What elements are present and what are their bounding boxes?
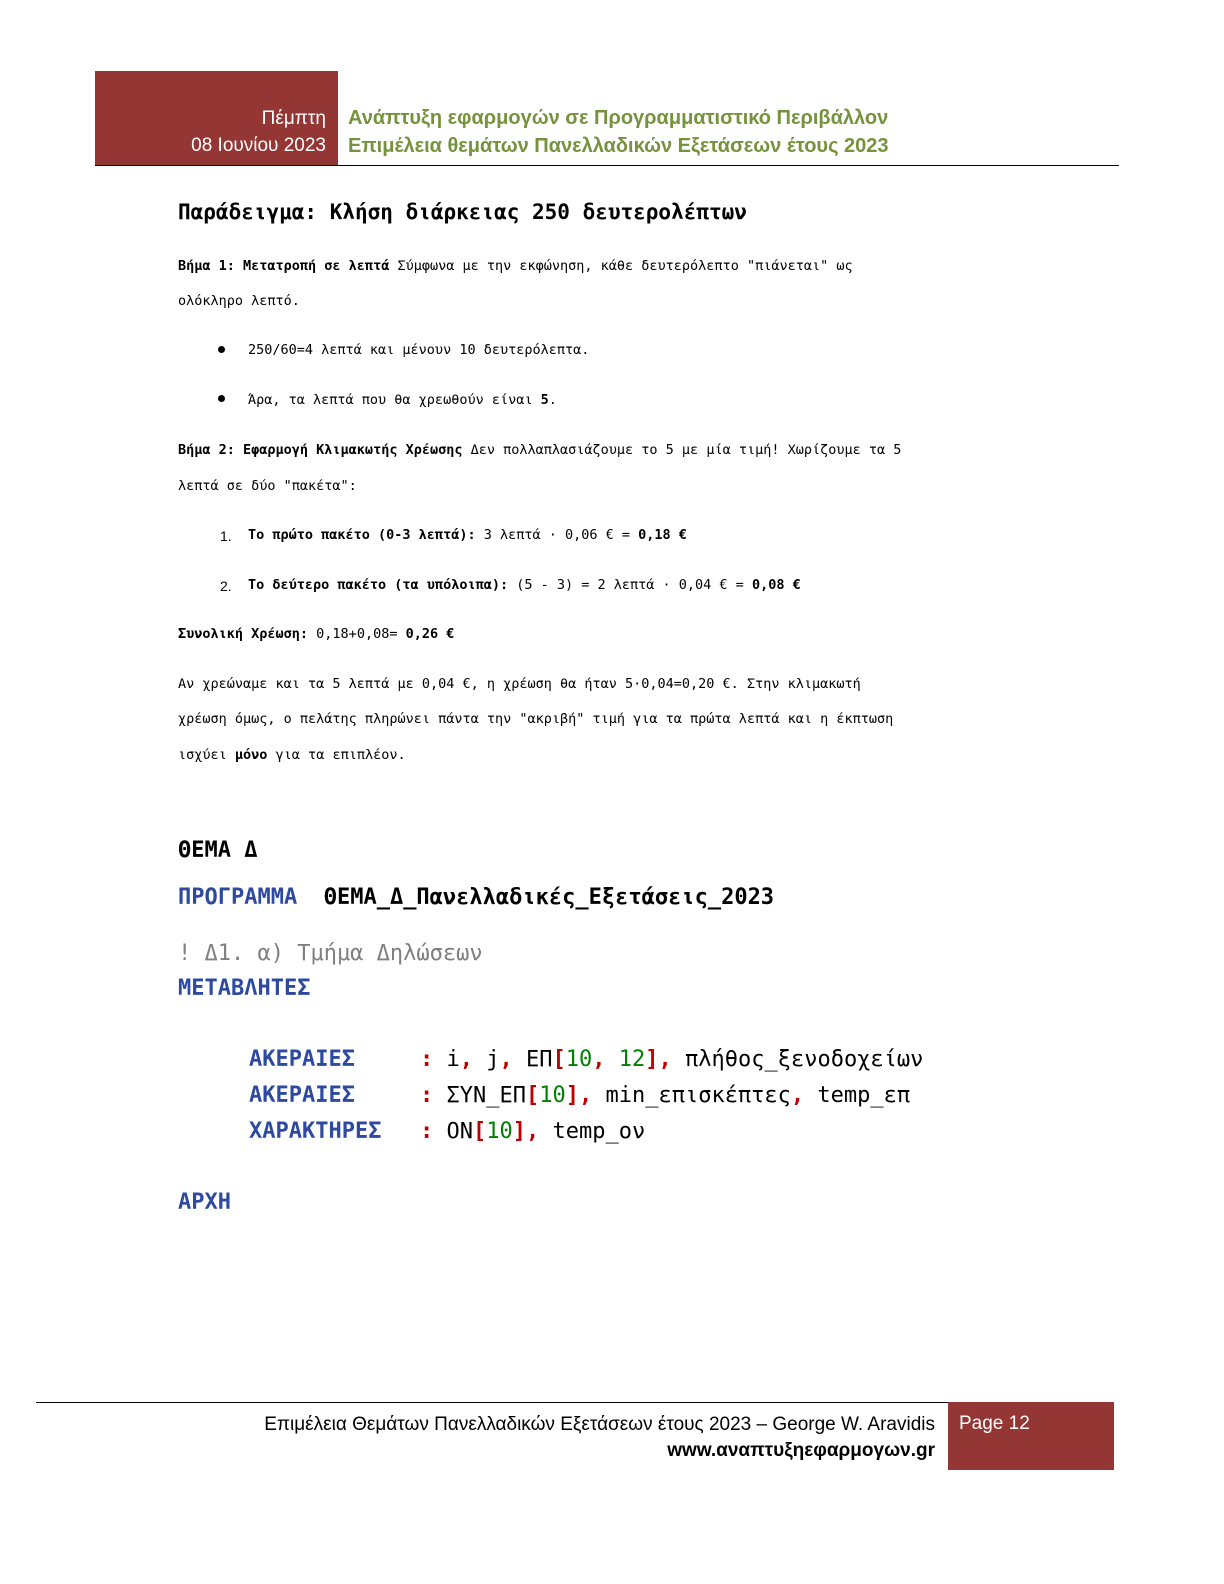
- number: 10: [539, 1083, 566, 1108]
- program-keyword: ΠΡΟΓΡΑΜΜΑ: [178, 885, 298, 910]
- list-number-2: 2.: [220, 578, 232, 594]
- var-name: temp_επ: [817, 1083, 911, 1108]
- header-date-box: [95, 71, 338, 166]
- footer-text: [264, 1412, 935, 1464]
- footer-page-box: [948, 1402, 1114, 1470]
- bullet-icon: [218, 395, 225, 402]
- footer-website: www.αναπτυξηεφαρμογων.gr: [667, 1440, 935, 1461]
- array-name: ΟΝ: [446, 1119, 473, 1144]
- header-title: [348, 104, 889, 160]
- program-line: [178, 885, 774, 910]
- step1-paragraph: [178, 258, 853, 274]
- number: 12: [618, 1047, 646, 1072]
- footer-divider: [36, 1402, 948, 1403]
- decl1-type: ΑΚΕΡΑΙΕΣ: [249, 1047, 355, 1072]
- decl2-type: ΑΚΕΡΑΙΕΣ: [249, 1083, 355, 1108]
- footer-line1: Επιμέλεια Θεμάτων Πανελλαδικών Εξετάσεων έτους 2023 – George W. Aravidis: [264, 1414, 935, 1435]
- total-text: 0,18+0,08=: [308, 626, 406, 642]
- comma: ,: [459, 1047, 473, 1072]
- note3-a: ισχύει: [178, 747, 235, 763]
- bracket: ]: [645, 1047, 659, 1072]
- comma: ,: [658, 1047, 672, 1072]
- note3-b: για τα επιπλέον.: [267, 747, 406, 763]
- bullet2-bold: 5: [540, 392, 549, 408]
- program-name: ΘΕΜΑ_Δ_Πανελλαδικές_Εξετάσεις_2023: [323, 885, 775, 910]
- step1-paragraph-line2: ολόκληρο λεπτό.: [178, 293, 300, 309]
- var-j: j: [486, 1047, 500, 1072]
- step2-paragraph-line2: λεπτά σε δύο "πακέτα":: [178, 478, 357, 494]
- comma: ,: [526, 1119, 540, 1144]
- header-divider: [95, 165, 1119, 166]
- var-i: i: [446, 1047, 460, 1072]
- var-name: πλήθος_ξενοδοχείων: [685, 1047, 924, 1072]
- step1-text: Σύμφωνα με την εκφώνηση, κάθε δευτερόλεπτο "πιάνεται" ως: [389, 258, 853, 274]
- theme-heading: ΘΕΜΑ Δ: [178, 838, 258, 863]
- bracket: [: [552, 1047, 566, 1072]
- bullet-icon: [218, 346, 225, 353]
- bracket: [: [525, 1083, 540, 1108]
- list-item-1: [248, 527, 687, 543]
- decl3-type: ΧΑΡΑΚΤΗΡΕΣ: [249, 1119, 382, 1144]
- item1-text: 3 λεπτά · 0,06 € =: [475, 527, 639, 543]
- bracket: ]: [565, 1083, 579, 1108]
- note3-bold: μόνο: [234, 747, 268, 763]
- item2-result: 0,08 €: [751, 577, 801, 593]
- page-number: Page 12: [959, 1413, 1030, 1434]
- var-name: temp_ον: [552, 1119, 646, 1144]
- step1-label: Βήμα 1: Μετατροπή σε λεπτά: [178, 258, 390, 274]
- note-line-1: Αν χρεώναμε και τα 5 λεπτά με 0,04 €, η χρέωση θα ήταν 5·0,04=0,20 €. Στην κλιμακωτή: [178, 676, 861, 692]
- comma: ,: [592, 1047, 606, 1072]
- var-name: min_επισκέπτες: [605, 1083, 791, 1108]
- header-title-line2: Επιμέλεια θεμάτων Πανελλαδικών Εξετάσεων έτους 2023: [348, 135, 889, 157]
- array-name: ΣΥΝ_ΕΠ: [446, 1083, 526, 1108]
- vars-keyword: ΜΕΤΑΒΛΗΤΕΣ: [178, 976, 311, 1001]
- header-day: Πέμπτη: [261, 108, 326, 129]
- list-item-2: [248, 577, 801, 593]
- colon: :: [420, 1047, 434, 1072]
- item2-label: Το δεύτερο πακέτο (τα υπόλοιπα):: [248, 577, 509, 593]
- total-label: Συνολική Χρέωση:: [178, 626, 309, 642]
- list-number-1: 1.: [220, 528, 232, 544]
- comma: ,: [578, 1083, 593, 1108]
- colon: :: [420, 1083, 434, 1108]
- number: 10: [486, 1119, 513, 1144]
- total-line: [178, 626, 454, 642]
- bullet2-text: Άρα, τα λεπτά που θα χρεωθούν είναι: [248, 392, 541, 408]
- bracket: [: [473, 1119, 487, 1144]
- bullet-item-1: 250/60=4 λεπτά και μένουν 10 δευτερόλεπτα.: [248, 342, 590, 358]
- item2-text: (5 - 3) = 2 λεπτά · 0,04 € =: [508, 577, 752, 593]
- bracket: ]: [512, 1119, 526, 1144]
- decl2-vars: [420, 1083, 910, 1108]
- number: 10: [565, 1047, 593, 1072]
- note-line-2: χρέωση όμως, ο πελάτης πληρώνει πάντα την "ακριβή" τιμή για τα πρώτα λεπτά και η έκπτωση: [178, 711, 894, 727]
- step2-paragraph: [178, 442, 901, 458]
- colon: :: [420, 1119, 434, 1144]
- header-date: 08 Ιουνίου 2023: [191, 135, 326, 156]
- step2-text: Δεν πολλαπλασιάζουμε το 5 με μία τιμή! Χωρίζουμε τα 5: [462, 442, 902, 458]
- item1-label: Το πρώτο πακέτο (0-3 λεπτά):: [248, 527, 476, 543]
- bullet2-end: .: [548, 392, 557, 408]
- bullet-item-2: [248, 392, 557, 408]
- decl3-vars: [420, 1119, 645, 1144]
- code-comment: ! Δ1. α) Τμήμα Δηλώσεων: [178, 941, 483, 966]
- total-result: 0,26 €: [405, 626, 455, 642]
- step2-label: Βήμα 2: Εφαρμογή Κλιμακωτής Χρέωσης: [178, 442, 463, 458]
- begin-keyword: ΑΡΧΗ: [178, 1190, 231, 1215]
- array-name: ΕΠ: [526, 1047, 553, 1072]
- header-title-line1: Ανάπτυξη εφαρμογών σε Προγραμματιστικό Περιβάλλον: [348, 107, 889, 129]
- comma: ,: [499, 1047, 513, 1072]
- decl1-vars: [420, 1047, 923, 1072]
- example-heading: Παράδειγμα: Κλήση διάρκειας 250 δευτερολέπτων: [178, 200, 747, 224]
- note-line-3: [178, 747, 406, 763]
- item1-result: 0,18 €: [638, 527, 687, 543]
- comma: ,: [790, 1083, 805, 1108]
